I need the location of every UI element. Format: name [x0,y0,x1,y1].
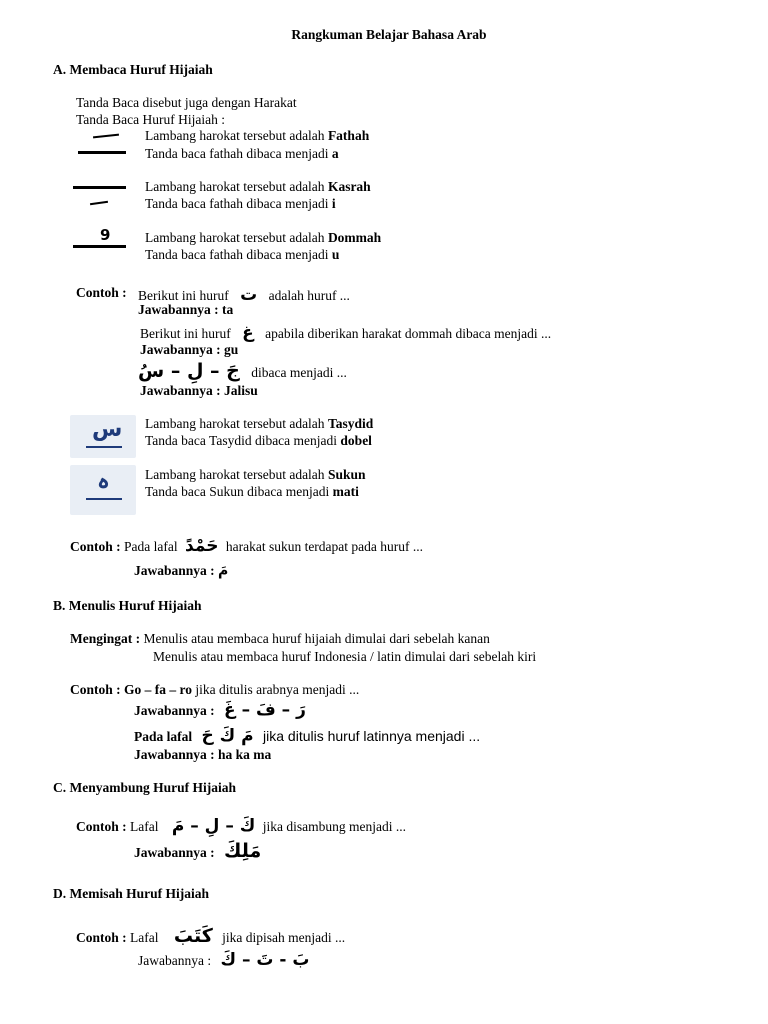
section-a-heading: A. Membaca Huruf Hijaiah [53,62,213,77]
contoh-d-answer: Jawabannya : بَ - تَ – كَ [138,950,310,970]
contoh-1-q3: سُ – لِ – جَ dibaca menjadi ... [138,360,347,382]
contoh-c: Contoh : Lafal كَ – لِ – مَ jika disambung menjadi ... [76,816,406,836]
dommah-lambang: Lambang harokat tersebut adalah Dommah [145,230,382,245]
pada-lafal-b: Pada lafal مَ كَ حَ jika ditulis huruf latinnya menjadi ... [134,726,481,746]
section-d-heading: D. Memisah Huruf Hijaiah [53,886,210,901]
contoh-1-a1: Jawabannya : ta [138,302,234,317]
kasrah-read: Tanda baca fathah dibaca menjadi i [145,196,336,211]
fathah-lambang: Lambang harokat tersebut adalah Fathah [145,128,370,143]
contoh-1-q1: Berikut ini huruf ت adalah huruf ... [138,285,350,305]
tasydid-symbol: س [70,415,136,458]
contoh-b: Contoh : Go – fa – ro jika ditulis arabnya menjadi ... [70,682,360,697]
mengingat-line-1: Mengingat : Menulis atau membaca huruf hijaiah dimulai dari sebelah kanan [70,631,490,646]
contoh-2-answer: Jawabannya : مَ [134,563,229,579]
pada-lafal-b-answer: Jawabannya : ha ka ma [134,747,272,762]
contoh-1-label: Contoh : [76,285,127,300]
contoh-1-a3: Jawabannya : Jalisu [140,383,258,398]
mengingat-line-2: Menulis atau membaca huruf Indonesia / latin dimulai dari sebelah kiri [153,649,537,664]
sukun-symbol: ہ [70,465,136,515]
kasrah-lambang: Lambang harokat tersebut adalah Kasrah [145,179,371,194]
dommah-read: Tanda baca fathah dibaca menjadi u [145,247,340,262]
contoh-2: Contoh : Pada lafal حَمْدً harakat sukun terdapat pada huruf ... [70,536,424,556]
section-b-heading: B. Menulis Huruf Hijaiah [53,598,202,613]
section-c-heading: C. Menyambung Huruf Hijaiah [53,780,237,795]
intro-line-1: Tanda Baca disebut juga dengan Harakat [76,95,297,110]
contoh-1-q2: Berikut ini huruf غ apabila diberikan harakat dommah dibaca menjadi ... [140,323,552,343]
page-title: Rangkuman Belajar Bahasa Arab [291,27,487,42]
contoh-c-answer: Jawabannya : مَلِكَ [134,840,262,862]
sukun-read: Tanda baca Sukun dibaca menjadi mati [145,484,359,499]
fathah-read: Tanda baca fathah dibaca menjadi a [145,146,339,161]
contoh-b-answer: Jawabannya : رَ – فَ – غَ [134,700,306,720]
tasydid-read: Tanda baca Tasydid dibaca menjadi dobel [145,433,372,448]
contoh-d: Contoh : Lafal كَتَبَ jika dipisah menjadi ... [76,925,346,947]
contoh-1-a2: Jawabannya : gu [140,342,239,357]
tasydid-lambang: Lambang harokat tersebut adalah Tasydid [145,416,374,431]
intro-line-2: Tanda Baca Huruf Hijaiah : [76,112,225,127]
sukun-lambang: Lambang harokat tersebut adalah Sukun [145,467,366,482]
